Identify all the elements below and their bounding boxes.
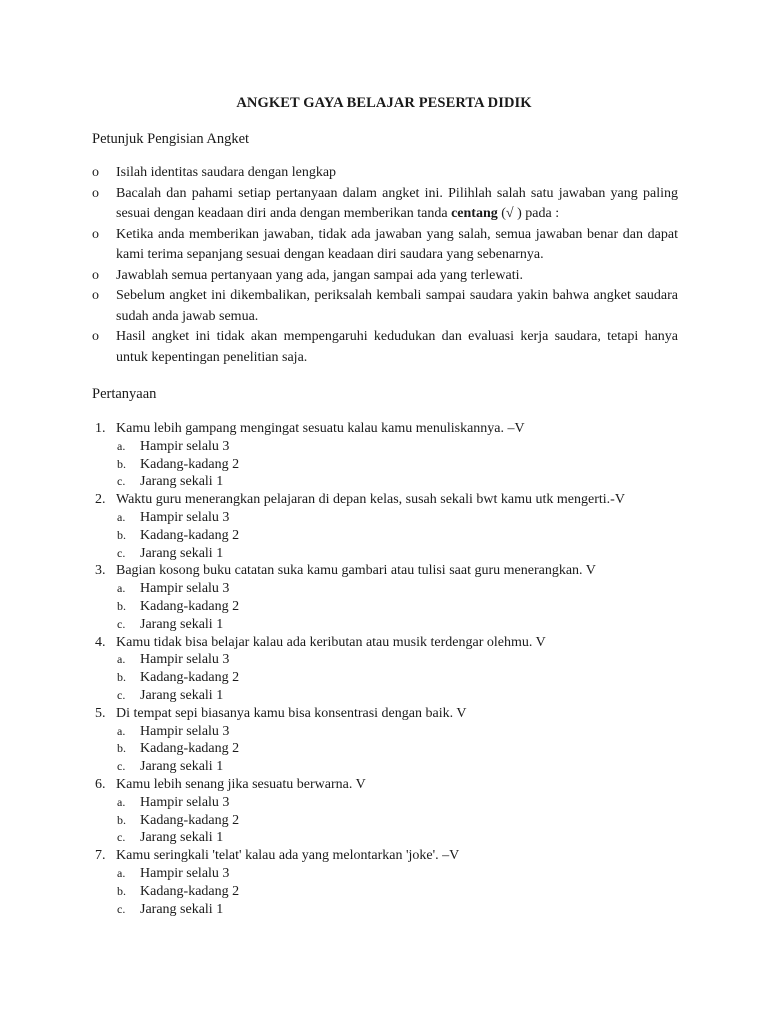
instruction-text-part: Bacalah dan pahami setiap pertanyaan dalam angket ini. Pilihlah salah satu jawaban yang paling sesuai dengan keadaan diri anda dengan memberikan tanda: [116, 185, 678, 221]
answer-option[interactable]: [92, 545, 692, 563]
answer-option[interactable]: [92, 794, 692, 812]
question-line: [92, 491, 692, 509]
option-letter: a.: [117, 438, 126, 453]
instruction-item: [92, 286, 678, 327]
instruction-item: [92, 327, 678, 368]
bullet-marker: o: [92, 185, 99, 201]
instruction-text: Hasil angket ini tidak akan mempengaruhi kedudukan dan evaluasi kerja saudara, tetapi hanya untuk kepentingan penelitian saja.: [116, 329, 678, 365]
option-letter: a.: [117, 509, 126, 524]
option-text: Jarang sekali 1: [140, 474, 224, 490]
option-text: Hampir selalu 3: [140, 509, 230, 525]
option-letter: a.: [117, 652, 126, 667]
answer-option[interactable]: [92, 812, 692, 830]
option-letter: c.: [117, 616, 126, 631]
answer-option[interactable]: [92, 687, 692, 705]
question-item: [92, 705, 692, 776]
question-text: Bagian kosong buku catatan suka kamu gambari atau tulisi saat guru menerangkan. V: [116, 563, 596, 579]
question-line: [92, 705, 692, 723]
option-text: Kadang-kadang 2: [140, 741, 240, 757]
question-item: [92, 634, 692, 705]
option-letter: b.: [117, 670, 126, 685]
bullet-marker: o: [92, 226, 99, 242]
instruction-item: [92, 266, 678, 287]
options-list: [92, 723, 692, 776]
option-text: Jarang sekali 1: [140, 759, 224, 775]
answer-option[interactable]: [92, 456, 692, 474]
instruction-item: [92, 163, 678, 184]
option-text: Kadang-kadang 2: [140, 598, 240, 614]
option-letter: b.: [117, 456, 126, 471]
answer-option[interactable]: [92, 723, 692, 741]
document-title: ANGKET GAYA BELAJAR PESERTA DIDIK: [236, 95, 532, 111]
answer-option[interactable]: [92, 616, 692, 634]
question-number: 3.: [95, 563, 106, 579]
option-letter: a.: [117, 581, 126, 596]
bullet-marker: o: [92, 329, 99, 344]
instruction-bold-word: centang: [451, 206, 498, 221]
instruction-text: Sebelum angket ini dikembalikan, periksalah kembali sampai saudara yakin bahwa angket saudara sudah anda jawab semua.: [116, 288, 678, 324]
question-text: Kamu lebih gampang mengingat sesuatu kalau kamu menuliskannya. –V: [116, 421, 525, 436]
instruction-text: Jawablah semua pertanyaan yang ada, jangan sampai ada yang terlewati.: [116, 267, 523, 283]
option-text: Hampir selalu 3: [140, 581, 230, 597]
option-text: Jarang sekali 1: [140, 616, 224, 632]
question-text: Waktu guru menerangkan pelajaran di depan kelas, susah sekali bwt kamu utk mengerti.-V: [116, 492, 625, 508]
option-letter: c.: [117, 545, 126, 560]
question-line: [92, 420, 692, 438]
answer-option[interactable]: [92, 758, 692, 776]
option-text: Jarang sekali 1: [140, 901, 224, 917]
answer-option[interactable]: [92, 651, 692, 669]
question-number: 1.: [95, 421, 106, 436]
question-number: 7.: [95, 848, 106, 864]
answer-option[interactable]: [92, 438, 692, 456]
option-text: Kadang-kadang 2: [140, 883, 240, 899]
options-list: [92, 580, 692, 633]
options-list: [92, 794, 692, 847]
option-text: Kadang-kadang 2: [140, 527, 240, 543]
question-item: [92, 420, 692, 491]
question-line: [92, 562, 692, 580]
option-letter: c.: [117, 759, 126, 774]
question-text: Di tempat sepi biasanya kamu bisa konsentrasi dengan baik. V: [116, 705, 467, 721]
option-text: Hampir selalu 3: [140, 438, 230, 454]
answer-option[interactable]: [92, 901, 692, 919]
answer-option[interactable]: [92, 883, 692, 901]
options-list: [92, 509, 692, 562]
option-text: Kadang-kadang 2: [140, 670, 240, 686]
option-letter: b.: [117, 741, 126, 756]
options-list: [92, 438, 692, 491]
instruction-text: Ketika anda memberikan jawaban, tidak ada jawaban yang salah, semua jawaban benar dan dapat kami terima sepanjang sesuai dengan keadaan diri saudara yang sebenarnya.: [116, 226, 678, 262]
question-item: [92, 847, 692, 918]
question-number: 6.: [95, 776, 106, 792]
option-letter: a.: [117, 794, 126, 809]
option-text: Hampir selalu 3: [140, 723, 230, 739]
answer-option[interactable]: [92, 598, 692, 616]
answer-option[interactable]: [92, 740, 692, 758]
answer-option[interactable]: [92, 829, 692, 847]
question-item: [92, 776, 692, 847]
question-item: [92, 562, 692, 633]
option-letter: c.: [117, 830, 126, 845]
question-number: 2.: [95, 492, 106, 508]
option-letter: b.: [117, 527, 126, 542]
option-letter: b.: [117, 598, 126, 613]
bullet-marker: o: [92, 288, 99, 303]
question-text: Kamu seringkali 'telat' kalau ada yang melontarkan 'joke'. –V: [116, 848, 460, 864]
option-text: Jarang sekali 1: [140, 545, 224, 561]
option-text: Hampir selalu 3: [140, 652, 230, 668]
question-text: Kamu tidak bisa belajar kalau ada keributan atau musik terdengar olehmu. V: [116, 634, 546, 650]
answer-option[interactable]: [92, 865, 692, 883]
option-text: Kadang-kadang 2: [140, 812, 240, 828]
option-text: Jarang sekali 1: [140, 687, 224, 703]
option-letter: b.: [117, 812, 126, 827]
bullet-marker: o: [92, 165, 99, 180]
option-letter: c.: [117, 901, 126, 916]
option-text: Hampir selalu 3: [140, 794, 230, 810]
question-line: [92, 634, 692, 652]
questions-heading: Pertanyaan: [92, 386, 157, 402]
instructions-list: [92, 163, 678, 368]
instruction-item: [92, 225, 678, 266]
instruction-item: [92, 184, 678, 225]
answer-option[interactable]: [92, 509, 692, 527]
question-line: [92, 847, 692, 865]
instruction-text: [116, 184, 678, 225]
options-list: [92, 651, 692, 704]
question-number: 5.: [95, 705, 106, 721]
instruction-text: Isilah identitas saudara dengan lengkap: [116, 165, 337, 180]
option-letter: c.: [117, 687, 126, 702]
question-line: [92, 776, 692, 794]
answer-option[interactable]: [92, 527, 692, 545]
instructions-heading: Petunjuk Pengisian Angket: [92, 131, 250, 147]
options-list: [92, 865, 692, 918]
option-letter: a.: [117, 723, 126, 738]
answer-option[interactable]: [92, 580, 692, 598]
instruction-text-part: (√ ) pada :: [497, 206, 560, 221]
option-text: Kadang-kadang 2: [140, 456, 240, 472]
option-text: Hampir selalu 3: [140, 865, 230, 881]
questions-list: [92, 420, 692, 918]
bullet-marker: o: [92, 267, 99, 283]
answer-option[interactable]: [92, 473, 692, 491]
option-text: Jarang sekali 1: [140, 830, 224, 846]
question-item: [92, 491, 692, 562]
question-number: 4.: [95, 634, 106, 650]
question-text: Kamu lebih senang jika sesuatu berwarna. V: [116, 776, 366, 792]
option-letter: b.: [117, 883, 126, 898]
answer-option[interactable]: [92, 669, 692, 687]
option-letter: a.: [117, 865, 126, 880]
option-letter: c.: [117, 474, 126, 489]
